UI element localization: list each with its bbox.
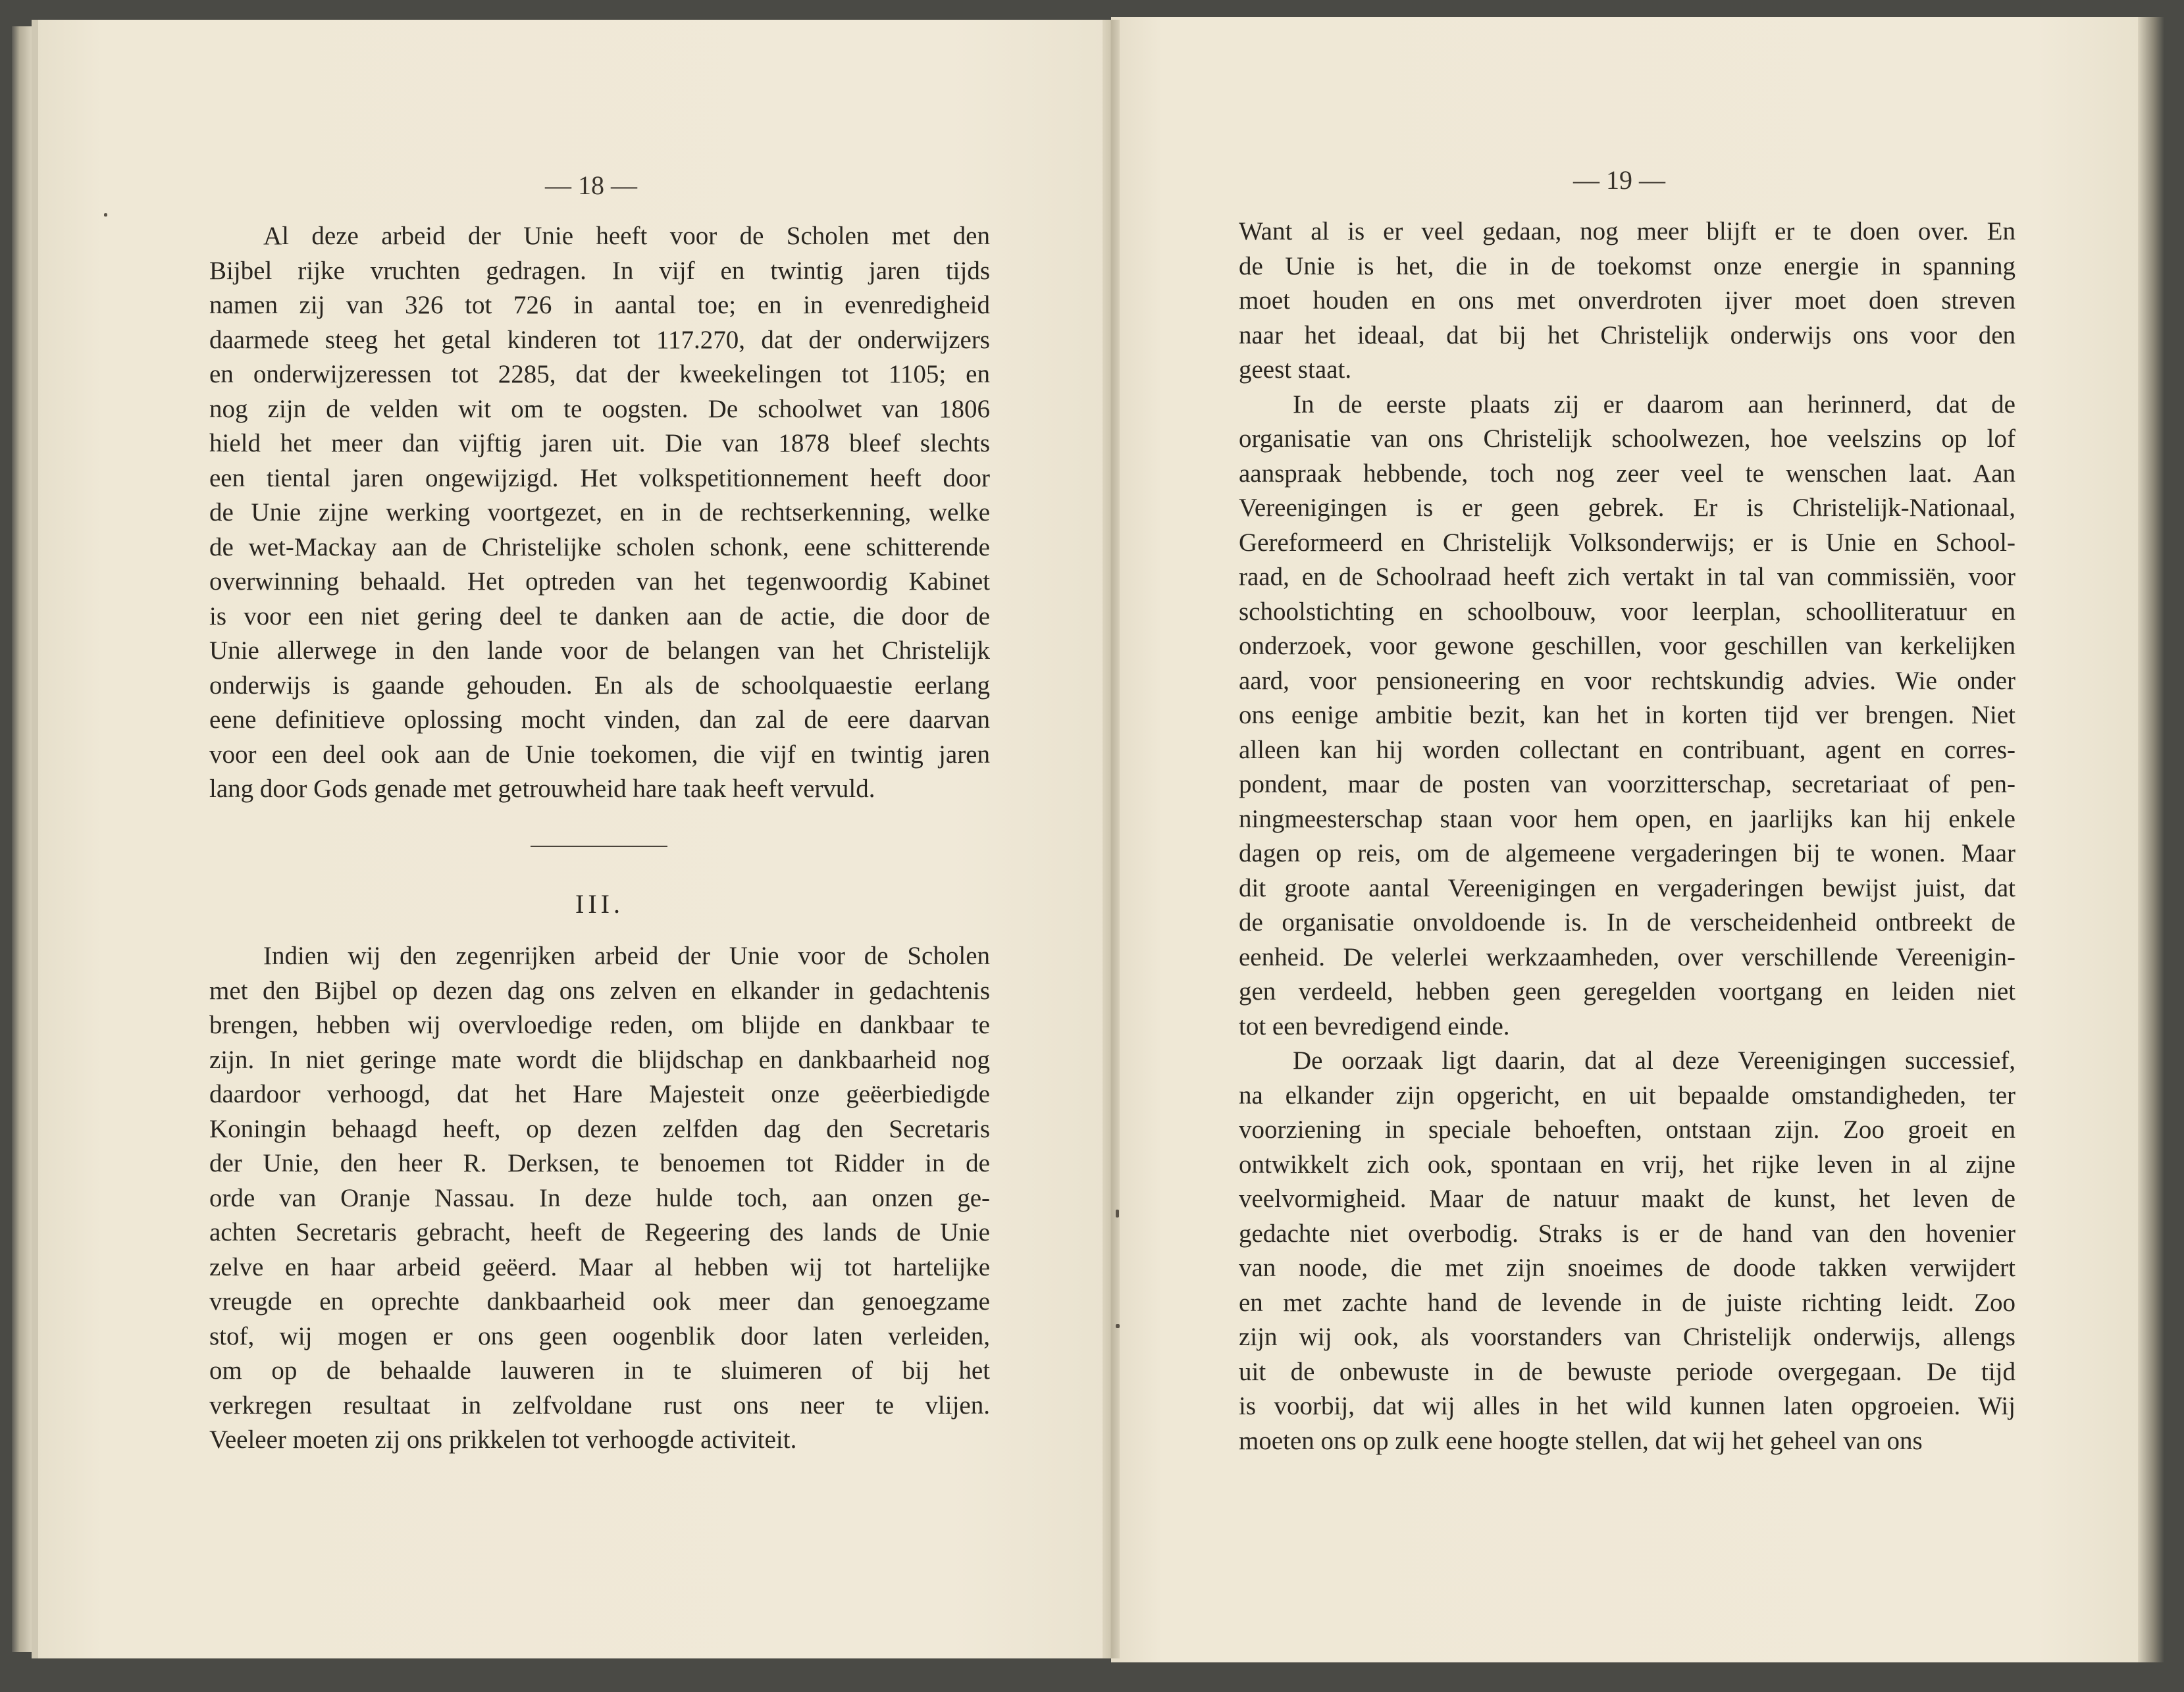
text-line: eenheid. De velerlei werkzaamheden, over verschillende Vereenigin- [1239, 942, 2015, 971]
text-line: overwinning behaald. Het optreden van het tegenwoordig Kabinet [209, 567, 990, 596]
text-line: en met zachte hand de levende in de juiste richting leidt. Zoo [1239, 1288, 2015, 1317]
text-line: zijn. In niet geringe mate wordt die blijdschap en dankbaarheid nog [209, 1045, 990, 1074]
text-line: der Unie, den heer R. Derksen, te benoemen tot Ridder in de [209, 1149, 990, 1177]
text-line: brengen, hebben wij overvloedige reden, om blijde en dankbaar te [209, 1011, 990, 1039]
text-line: De oorzaak ligt daarin, dat al deze Vereenigingen successief, [1293, 1046, 2015, 1075]
text-line: voor een deel ook aan de Unie toekomen, die vijf en twintig jaren [209, 740, 990, 769]
text-line: voorziening in speciale behoeften, ontstaan zijn. Zoo groeit en [1239, 1115, 2015, 1144]
text-line: dit groote aantal Vereenigingen en vergaderingen bewijst juist, dat [1239, 873, 2015, 902]
text-line: Indien wij den zegenrijken arbeid der Unie voor de Scholen [263, 942, 990, 970]
text-line: van noode, die met zijn snoeimes de doode takken verwijdert [1239, 1254, 2015, 1282]
text-line: achten Secretaris gebracht, heeft de Regeering des lands de Unie [209, 1218, 990, 1246]
text-line: de Unie is het, die in de toekomst onze energie in spanning [1239, 251, 2015, 280]
book-gutter [1103, 20, 1120, 1658]
page-edge-right [2138, 17, 2164, 1662]
text-line: ontwikkelt zich ook, spontaan en vrij, het rijke leven in al zijne [1239, 1150, 2015, 1179]
text-line: de wet-Mackay aan de Christelijke scholen schonk, eene schitterende [209, 532, 990, 561]
text-line: veelvormigheid. Maar de natuur maakt de kunst, het leven de [1239, 1185, 2015, 1213]
left-paragraph-1 [209, 219, 990, 807]
text-line: alleen kan hij worden collectant en contribuant, agent en corres- [1239, 735, 2015, 764]
text-line: In de eerste plaats zij er daarom aan herinnerd, dat de [1293, 390, 2015, 419]
page-edge-left [12, 26, 32, 1652]
scan-speck [1116, 1210, 1119, 1218]
text-line: Bijbel rijke vruchten gedragen. In vijf en twintig jaren tijds [209, 256, 990, 285]
text-line: de organisatie onvoldoende is. In de verscheidenheid ontbreekt de [1239, 908, 2015, 936]
text-line: eene definitieve oplossing mocht vinden, dan zal de eere daarvan [209, 705, 990, 734]
text-line: geest staat. [1239, 355, 1352, 384]
text-line: Vereenigingen is er geen gebrek. Er is Christelijk-Nationaal, [1239, 494, 2015, 522]
section-divider [531, 846, 667, 847]
text-line: vreugde en oprechte dankbaarheid ook meer dan genoegzame [209, 1287, 990, 1316]
text-line: ningmeesterschap staan voor hem open, en jaarlijks kan hij enkele [1239, 804, 2015, 833]
scan-speck [104, 213, 107, 217]
text-line: naar het ideaal, dat bij het Christelijk onderwijs ons voor den [1239, 320, 2015, 349]
text-line: raad, en de Schoolraad heeft zich vertakt in tal van commissiën, voor [1239, 563, 2015, 591]
text-line: onderwijs is gaande gehouden. En als de schoolquaestie eerlang [209, 671, 990, 700]
text-line: gedachte niet overbodig. Straks is er de hand van den hovenier [1239, 1219, 2015, 1248]
text-line: nog zijn de velden wit om te oogsten. De schoolwet van 1806 [209, 394, 990, 423]
text-line: is voor een niet gering deel te danken aan de actie, die door de [209, 602, 990, 630]
text-line: daarmede steeg het getal kinderen tot 117.270, dat der onderwijzers [209, 325, 990, 354]
text-line: Gereformeerd en Christelijk Volksonderwijs; er is Unie en School- [1239, 528, 2015, 557]
text-line: Koningin behaagd heeft, op dezen zelfden dag den Secretaris [209, 1114, 990, 1143]
scan-speck [1116, 1324, 1120, 1328]
text-line: om op de behaalde lauweren in te sluimeren of bij het [209, 1356, 990, 1385]
text-line: uit de onbewuste in de bewuste periode overgegaan. De tijd [1239, 1357, 2015, 1386]
text-line: ons eenige ambitie bezit, kan het in korten tijd ver brengen. Niet [1239, 701, 2015, 729]
right-page-text [1239, 215, 2015, 1458]
left-page-number: — 18 — [545, 170, 637, 200]
text-line: namen zij van 326 tot 726 in aantal toe; en in evenredigheid [209, 291, 990, 319]
text-line: zelve en haar arbeid geëerd. Maar al hebben wij tot hartelijke [209, 1252, 990, 1281]
section-heading: III. [575, 889, 624, 919]
text-line: Veeleer moeten zij ons prikkelen tot verhoogde activiteit. [209, 1425, 797, 1454]
left-paragraph-2 [209, 939, 990, 1458]
text-line: onderzoek, voor gewone geschillen, voor geschillen van kerkelijken [1239, 632, 2015, 660]
text-line: Al deze arbeid der Unie heeft voor de Scholen met den [263, 222, 990, 250]
text-line: na elkander zijn opgericht, en uit bepaalde omstandigheden, ter [1239, 1081, 2015, 1110]
text-line: gen verdeeld, hebben geen geregelden voortgang en leiden niet [1239, 977, 2015, 1006]
right-page-number: — 19 — [1573, 165, 1665, 195]
text-line: zijn wij ook, als voorstanders van Christelijk onderwijs, allengs [1239, 1323, 2015, 1351]
text-line: tot een bevredigend einde. [1239, 1012, 1510, 1040]
text-line: schoolstichting en schoolbouw, voor leerplan, schoolliteratuur en [1239, 597, 2015, 626]
text-line: moeten ons op zulk eene hoogte stellen, dat wij het geheel van ons [1239, 1426, 1923, 1455]
text-line: daardoor verhoogd, dat het Hare Majesteit onze geëerbiedigde [209, 1080, 990, 1108]
text-line: en onderwijzeressen tot 2285, dat der kweekelingen tot 1105; en [209, 360, 990, 388]
text-line: orde van Oranje Nassau. In deze hulde toch, aan onzen ge- [209, 1183, 990, 1212]
text-line: hield het meer dan vijftig jaren uit. Die van 1878 bleef slechts [209, 429, 990, 457]
text-line: moet houden en ons met onverdroten ijver moet doen streven [1239, 286, 2015, 315]
text-line: Unie allerwege in den lande voor de belangen van het Christelijk [209, 636, 990, 665]
text-line: met den Bijbel op dezen dag ons zelven en elkander in gedachtenis [209, 976, 990, 1005]
text-line: pondent, maar de posten van voorzitterschap, secretariaat of pen- [1239, 770, 2015, 798]
text-line: stof, wij mogen er ons geen oogenblik door laten verleiden, [209, 1321, 990, 1350]
text-line: de Unie zijne werking voortgezet, en in de rechtserkenning, welke [209, 498, 990, 526]
text-line: dagen op reis, om de algemeene vergaderingen bij te wonen. Maar [1239, 839, 2015, 867]
text-line: een tiental jaren ongewijzigd. Het volkspetitionnement heeft door [209, 463, 990, 492]
text-line: is voorbij, dat wij alles in het wild kunnen laten opgroeien. Wij [1239, 1392, 2015, 1420]
text-line: lang door Gods genade met getrouwheid hare taak heeft vervuld. [209, 775, 875, 803]
text-line: aanspraak hebbende, toch nog zeer veel te wenschen laat. Aan [1239, 459, 2015, 488]
text-line: Want al is er veel gedaan, nog meer blijft er te doen over. En [1239, 217, 2015, 245]
text-line: aard, voor pensioneering en voor rechtskundig advies. Wie onder [1239, 666, 2015, 695]
text-line: verkregen resultaat in zelfvoldane rust ons neer te vlijen. [209, 1391, 990, 1420]
text-line: organisatie van ons Christelijk schoolwezen, hoe veelszins op lof [1239, 424, 2015, 453]
